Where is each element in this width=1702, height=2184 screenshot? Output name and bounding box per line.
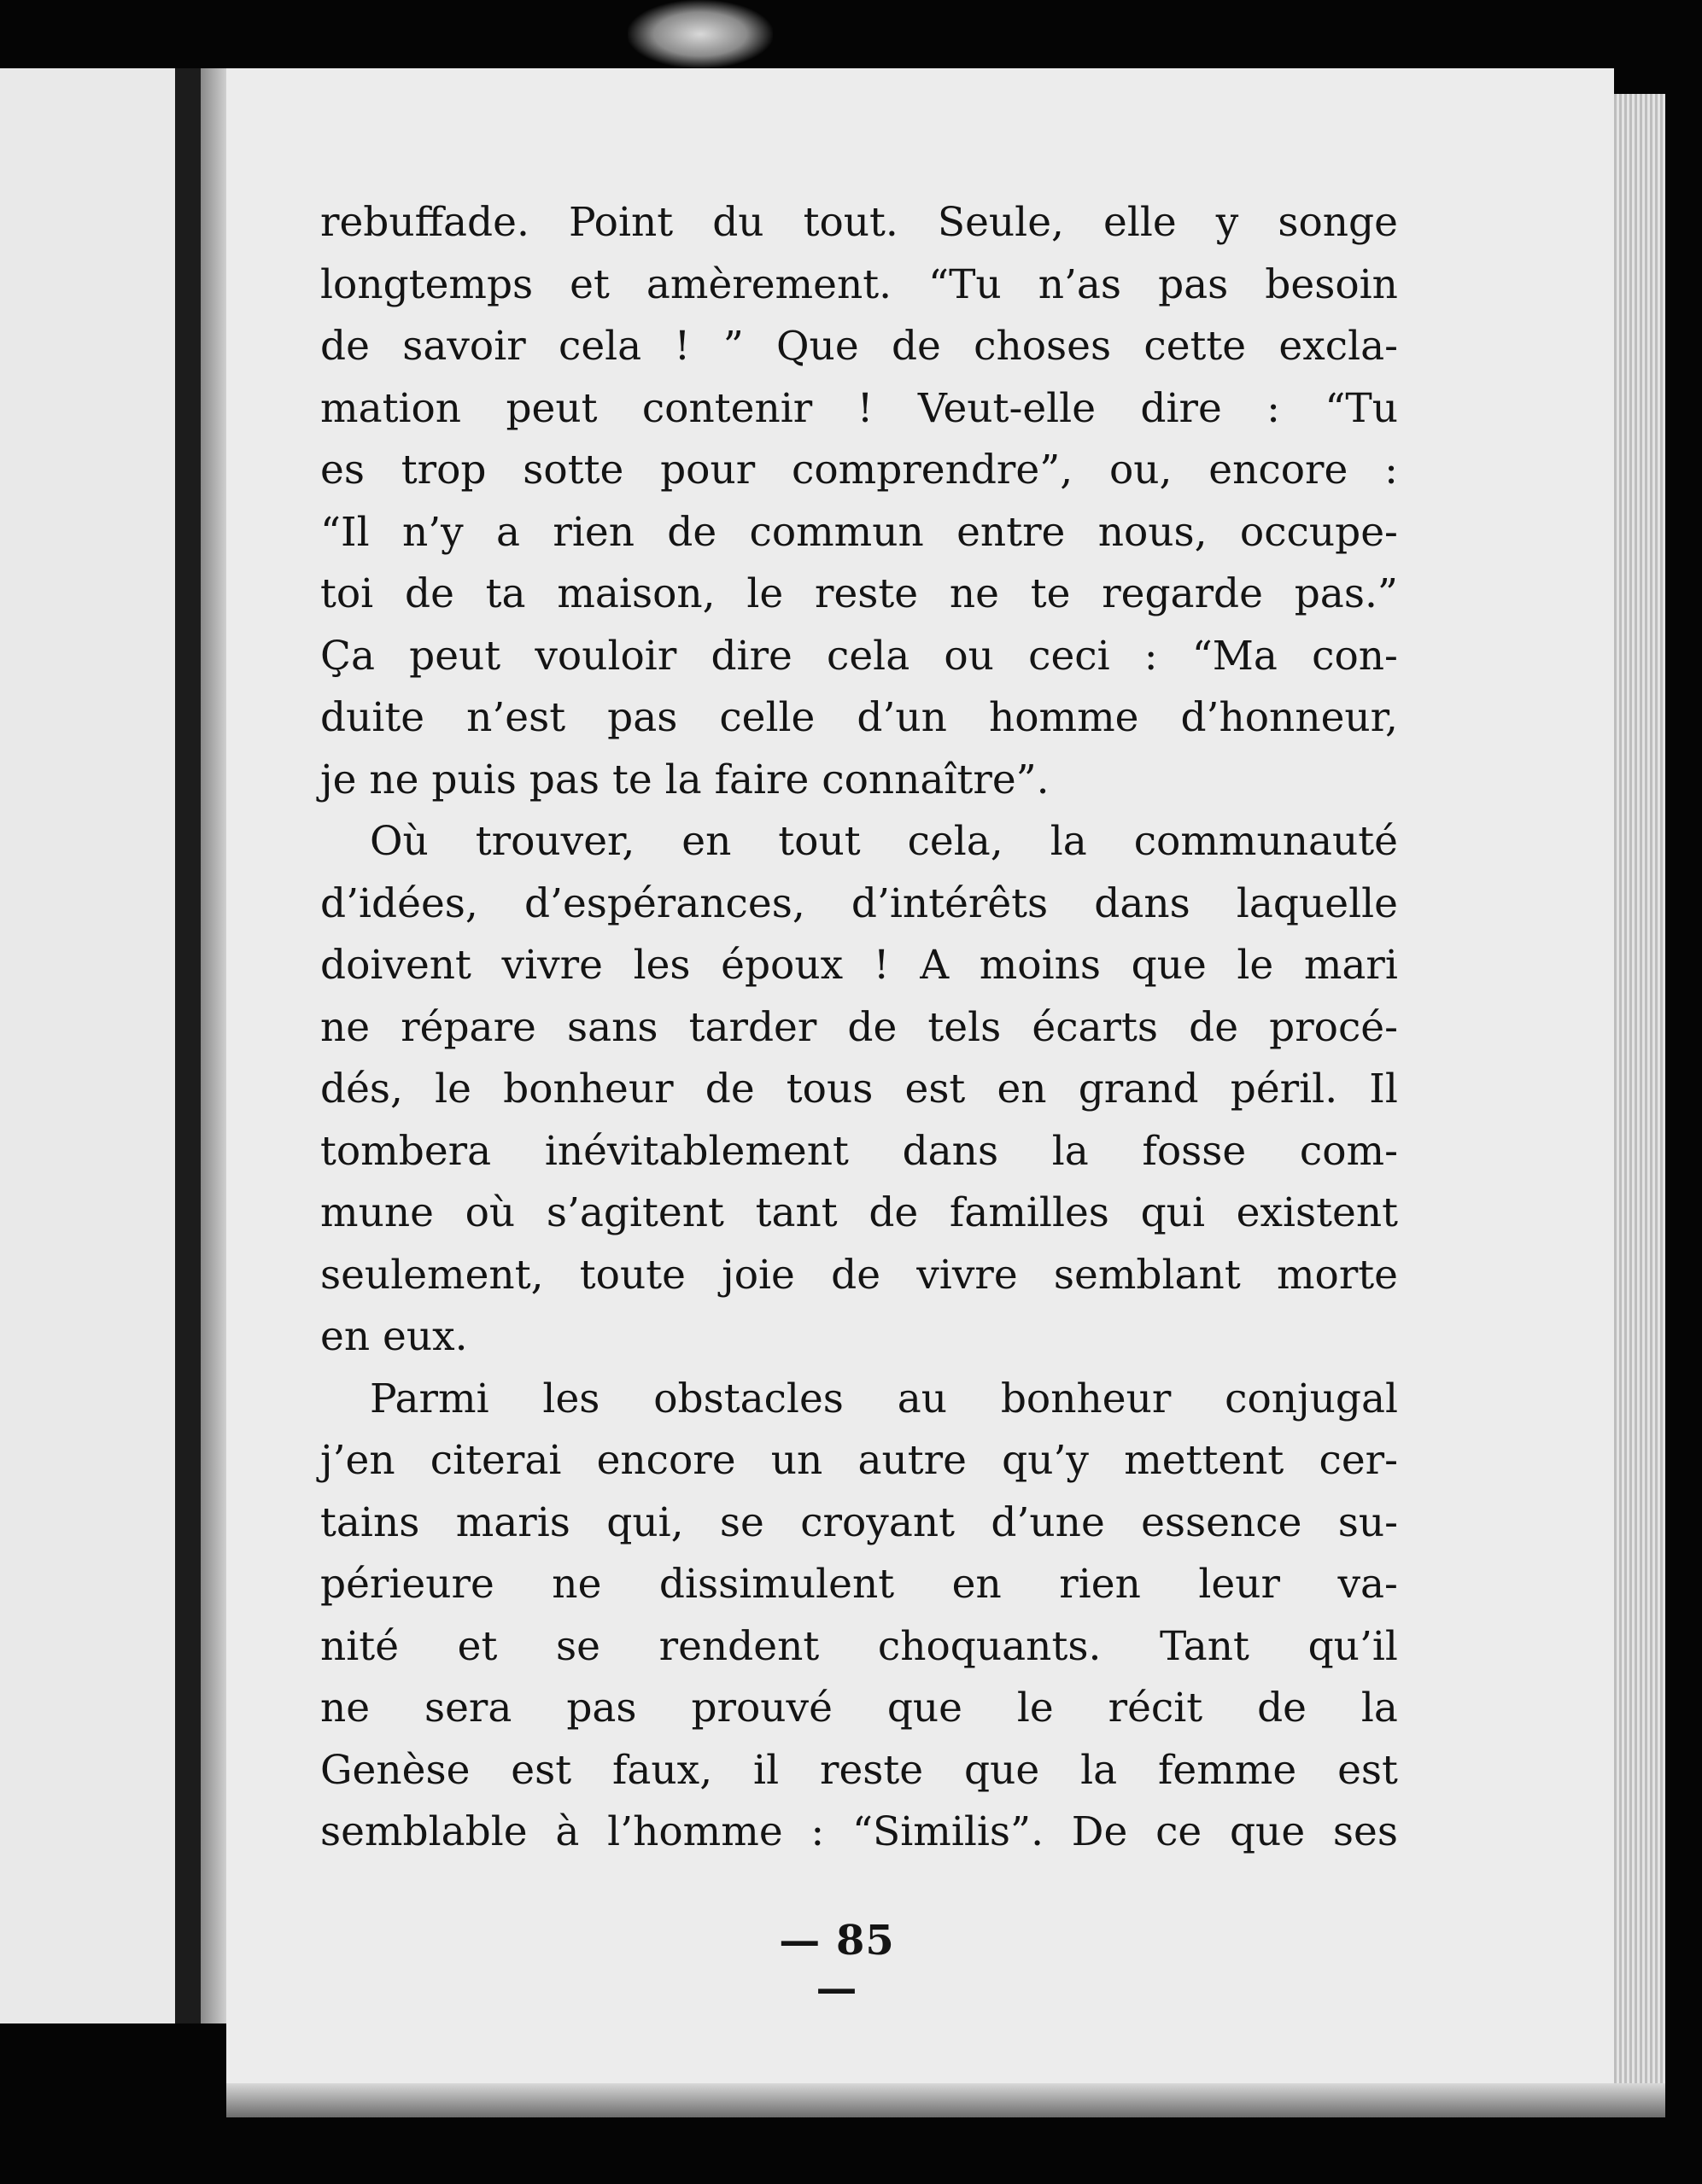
text-line: duite n’est pas celle d’un homme d’honneur, bbox=[320, 694, 1398, 741]
text-line: es trop sotte pour comprendre”, ou, encore : bbox=[320, 447, 1398, 493]
left-page-edge bbox=[0, 68, 175, 2023]
text-line: rebuffade. Point du tout. Seule, elle y songe bbox=[320, 199, 1398, 246]
text-line: mation peut contenir ! Veut-elle dire : “Tu bbox=[320, 384, 1399, 432]
paragraph bbox=[320, 811, 1398, 1369]
page-bottom-shadow bbox=[226, 2083, 1665, 2117]
page-number: — 85 — bbox=[779, 1917, 895, 2012]
text-line: Ça peut vouloir dire cela ou ceci : “Ma con- bbox=[320, 632, 1398, 680]
text-line: nité et se rendent choquants. Tant qu’il bbox=[320, 1622, 1398, 1670]
text-line: doivent vivre les époux ! A moins que le mari bbox=[320, 942, 1398, 989]
text-line: tains maris qui, se croyant d’une essence su- bbox=[320, 1498, 1399, 1546]
text-line: longtemps et amèrement. “Tu n’as pas besoin bbox=[320, 260, 1398, 308]
text-line: d’idées, d’espérances, d’intérêts dans laquelle bbox=[320, 879, 1398, 927]
text-line: tombera inévitablement dans la fosse com- bbox=[320, 1127, 1398, 1175]
scan-artifact bbox=[628, 0, 773, 68]
text-line: toi de ta maison, le reste ne te regarde pas.” bbox=[320, 570, 1398, 617]
text-line: ne sera pas prouvé que le récit de la bbox=[320, 1685, 1398, 1731]
text-line: dés, le bonheur de tous est en grand péril. Il bbox=[320, 1066, 1398, 1112]
paragraph bbox=[320, 192, 1398, 811]
text-line: semblable à l’homme : “Similis”. De ce que ses bbox=[320, 1808, 1398, 1855]
book-gutter bbox=[175, 68, 201, 2023]
gutter-shadow bbox=[201, 68, 226, 2023]
text-line: Parmi les obstacles au bonheur conjugal bbox=[370, 1375, 1398, 1422]
text-line: ne répare sans tarder de tels écarts de procé- bbox=[320, 1003, 1398, 1051]
text-line: mune où s’agitent tant de familles qui existent bbox=[320, 1189, 1398, 1236]
text-line: Où trouver, en tout cela, la communauté bbox=[370, 818, 1398, 865]
text-line: j’en citerai encore un autre qu’y mettent cer- bbox=[320, 1437, 1399, 1484]
text-line: “Il n’y a rien de commun entre nous, occupe- bbox=[320, 508, 1398, 556]
text-line: en eux. bbox=[320, 1313, 468, 1360]
page-edges bbox=[1614, 94, 1665, 2109]
text-line: périeure ne dissimulent en rien leur va- bbox=[320, 1561, 1398, 1608]
body-text bbox=[320, 192, 1398, 1864]
text-line: Genèse est faux, il reste que la femme est bbox=[320, 1746, 1398, 1794]
text-line: de savoir cela ! ” Que de choses cette excla- bbox=[320, 323, 1398, 370]
paragraph bbox=[320, 1369, 1398, 1864]
text-line: seulement, toute joie de vivre semblant morte bbox=[320, 1251, 1398, 1299]
text-line: je ne puis pas te la faire connaître”. bbox=[320, 756, 1050, 803]
